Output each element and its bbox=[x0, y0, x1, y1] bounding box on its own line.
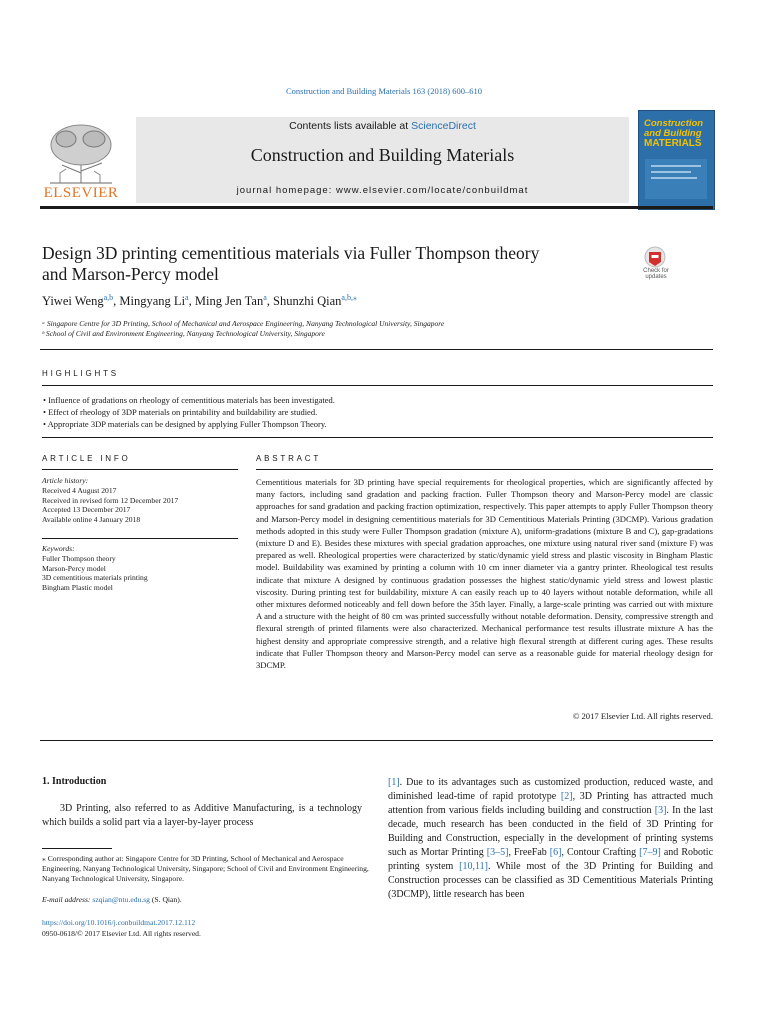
cover-line-1: Construction bbox=[644, 118, 704, 129]
sciencedirect-link[interactable]: ScienceDirect bbox=[411, 120, 476, 132]
crossmark-label[interactable]: Check for updates bbox=[643, 268, 669, 280]
history-item: Accepted 13 December 2017 bbox=[42, 505, 131, 515]
reference-link[interactable]: [7–9] bbox=[639, 847, 661, 858]
journal-header bbox=[136, 117, 629, 203]
highlight-item: • Influence of gradations on rheology of cementitious materials has been investigated. bbox=[43, 395, 335, 405]
doi-link[interactable]: https://doi.org/10.1016/j.conbuildmat.2017.12.112 bbox=[42, 918, 196, 927]
journal-cover[interactable] bbox=[638, 110, 715, 210]
issn-line: 0950-0618/© 2017 Elsevier Ltd. All rights reserved. bbox=[42, 929, 201, 938]
reference-link[interactable]: [3–5] bbox=[486, 847, 509, 858]
intro-text-run: , Contour Crafting bbox=[561, 847, 640, 858]
cover-line-2: and Building bbox=[644, 127, 702, 139]
journal-title: Construction and Building Materials bbox=[250, 145, 515, 165]
intro-text-run: , FreeFab bbox=[508, 847, 550, 858]
author[interactable]: Ming Jen Tan$^a$ bbox=[194, 293, 267, 309]
highlight-item: • Effect of rheology of 3DP materials on printability and buildability are studied. bbox=[43, 407, 318, 417]
divider bbox=[42, 385, 713, 386]
article-title bbox=[42, 243, 602, 285]
author[interactable]: Mingyang Li$^a$ bbox=[119, 293, 189, 309]
divider bbox=[42, 469, 238, 470]
contents-line bbox=[136, 120, 629, 132]
divider bbox=[256, 469, 713, 470]
reference-link[interactable]: [10,11] bbox=[459, 861, 488, 872]
affiliation-b: ᵇ School of Civil and Environment Engineering, Nanyang Technological University, Singapore bbox=[42, 329, 325, 338]
keywords bbox=[42, 544, 242, 593]
highlight-item: • Appropriate 3DP materials can be designed by applying Fuller Thompson Theory. bbox=[43, 419, 327, 429]
history-item: Received in revised form 12 December 2017 bbox=[42, 495, 179, 505]
keyword: Fuller Thompson theory bbox=[42, 553, 116, 563]
corresponding-author-note: ⁎ Corresponding author at: Singapore Centre for 3D Printing, School of Mechanical and Aerospace Engineering, Nanyang Technological University, Singapore; School of Civil and Environment Engineering, Nanyang Technological University, Singapore. bbox=[42, 854, 369, 883]
abstract-copyright: © 2017 Elsevier Ltd. All rights reserved. bbox=[572, 711, 713, 721]
divider bbox=[40, 349, 713, 350]
journal-homepage[interactable]: journal homepage: www.elsevier.com/locate/conbuildmat bbox=[236, 185, 529, 196]
journal-citation[interactable]: Construction and Building Materials 163 (2018) 600–610 bbox=[286, 86, 482, 96]
history-item: Received 4 August 2017 bbox=[42, 485, 117, 495]
intro-text-run: . In the last decade, much research has been conducted in the field of 3D Printing for Building and Construction, especially in the development of printing systems such as Mortar Printing bbox=[388, 805, 713, 858]
article-info-heading: ARTICLE INFO bbox=[42, 454, 131, 463]
cover-image bbox=[645, 159, 707, 199]
reference-link[interactable]: [2] bbox=[560, 791, 573, 802]
footnote-rule bbox=[42, 848, 112, 849]
intro-text-run: and Robotic printing system bbox=[388, 847, 714, 872]
reference-link[interactable]: [1] bbox=[388, 777, 400, 788]
keyword: Bingham Plastic model bbox=[42, 583, 113, 593]
email-link[interactable]: szqian@ntu.edu.sg bbox=[92, 895, 150, 904]
history-label: Article history: bbox=[42, 476, 89, 485]
email-label: E-mail address: bbox=[42, 895, 91, 904]
divider bbox=[42, 437, 713, 438]
history-item: Available online 4 January 2018 bbox=[42, 515, 141, 525]
divider bbox=[42, 538, 238, 539]
intro-text-run: . Due to its advantages such as customized production, reduced waste, and diminished lead-time of rapid prototype bbox=[388, 777, 713, 802]
reference-link[interactable]: [3] bbox=[654, 805, 667, 816]
keyword: Marson-Percy model bbox=[42, 563, 106, 573]
author[interactable]: Shunzhi Qian$^{a,b,⁎}$ bbox=[273, 293, 357, 309]
intro-text-run: . While most of the 3D Printing for Building and Construction processes can be classified as 3D Cementitious Materials Printing (3DCMP), little research has been bbox=[388, 861, 713, 900]
header-rule bbox=[40, 206, 713, 209]
article-title-line-2: and Marson-Percy model bbox=[42, 264, 219, 284]
intro-paragraph-left: 3D Printing, also referred to as Additive Manufacturing, is a technology which builds a solid part via a layer-by-layer process bbox=[42, 803, 362, 828]
keywords-label: Keywords: bbox=[42, 544, 75, 553]
affiliation-a: ᵃ Singapore Centre for 3D Printing, School of Mechanical and Aerospace Engineering, Nanyang Technological University, Singapore bbox=[42, 319, 445, 328]
abstract-heading: ABSTRACT bbox=[256, 454, 322, 463]
author[interactable]: Yiwei Weng$^{a,b}$ bbox=[42, 293, 114, 309]
contents-prefix: Contents lists available at bbox=[289, 120, 409, 132]
elsevier-wordmark[interactable]: ELSEVIER bbox=[43, 185, 119, 201]
abstract-text: Cementitious materials for 3D printing have special requirements for rheological properties, which are significantly affected by many factors, including sand gradation and packing fraction. Fuller Thompson theory and Marson-Percy model are classic approaches for sand gradation and packing fraction optimization, respectively. This paper attempts to apply Fuller Thompson theory and Marson-Percy model in designing cementitious materials for 3D Cementitious Materials Printing (3DCMP). Various gradation methods adopted in this study were Fuller Thompson gradation (mixture A), uniform-gradations (mixture B and C), gap-gradations (mixture D and E). Besides these mixtures with special gradation approaches, one mixture using natural river sand (mixture F) was prepared as well. Rheological properties were characterized by static/dynamic yield stress and plastic viscosity in Bingham Plastic model. Buildability was examined by printing a column with 10 cm inner diameter via a gantry printer. Rheological test results indicate that mixture A designed by continuous gradation possesses the highest static/dynamic yield stress and lowest plastic viscosity. During printing test for buildability, mixture A can easily reach up to 40 layers without notable deformation, while all other mixtures deformed noticeably and fell down before the 35th layer. Finally, a large-scale printing was carried out with mixture A and a structure with the height of 80 cm was printed successfully without notable deformation. Density, compressive strength and flexural strength of printed filaments were also characterized. Mechanical performance test results illustrate mixture A has the highest density and appropriate compressive strength, and a relative high flexural strength at different curing ages. These results indicate that Fuller Thompson theory and Marson-Percy model can serve as a reasonable guide for material rheology design for 3DCMP. bbox=[256, 477, 713, 671]
divider bbox=[40, 740, 713, 741]
cover-line-3: MATERIALS bbox=[644, 137, 702, 149]
author-list: Yiwei Weng$^{a,b}$, Mingyang Li$^a$, Ming Jen Tan$^a$, Shunzhi Qian$^{a,b,⁎}$ bbox=[42, 293, 357, 309]
email-note bbox=[42, 895, 370, 905]
email-suffix: (S. Qian). bbox=[151, 895, 182, 904]
cover-title bbox=[644, 119, 710, 149]
intro-text-run: , 3D Printing has attracted much attention from various fields including building and construction bbox=[388, 791, 713, 816]
intro-paragraph-right bbox=[388, 776, 713, 902]
article-history bbox=[42, 476, 242, 525]
article-title-line-1: Design 3D printing cementitious materials via Fuller Thompson theory bbox=[42, 243, 540, 263]
keyword: 3D cementitious materials printing bbox=[42, 573, 148, 583]
reference-link[interactable]: [6] bbox=[549, 847, 562, 858]
highlights-heading: HIGHLIGHTS bbox=[42, 369, 119, 378]
section-heading-introduction: 1. Introduction bbox=[42, 776, 107, 787]
